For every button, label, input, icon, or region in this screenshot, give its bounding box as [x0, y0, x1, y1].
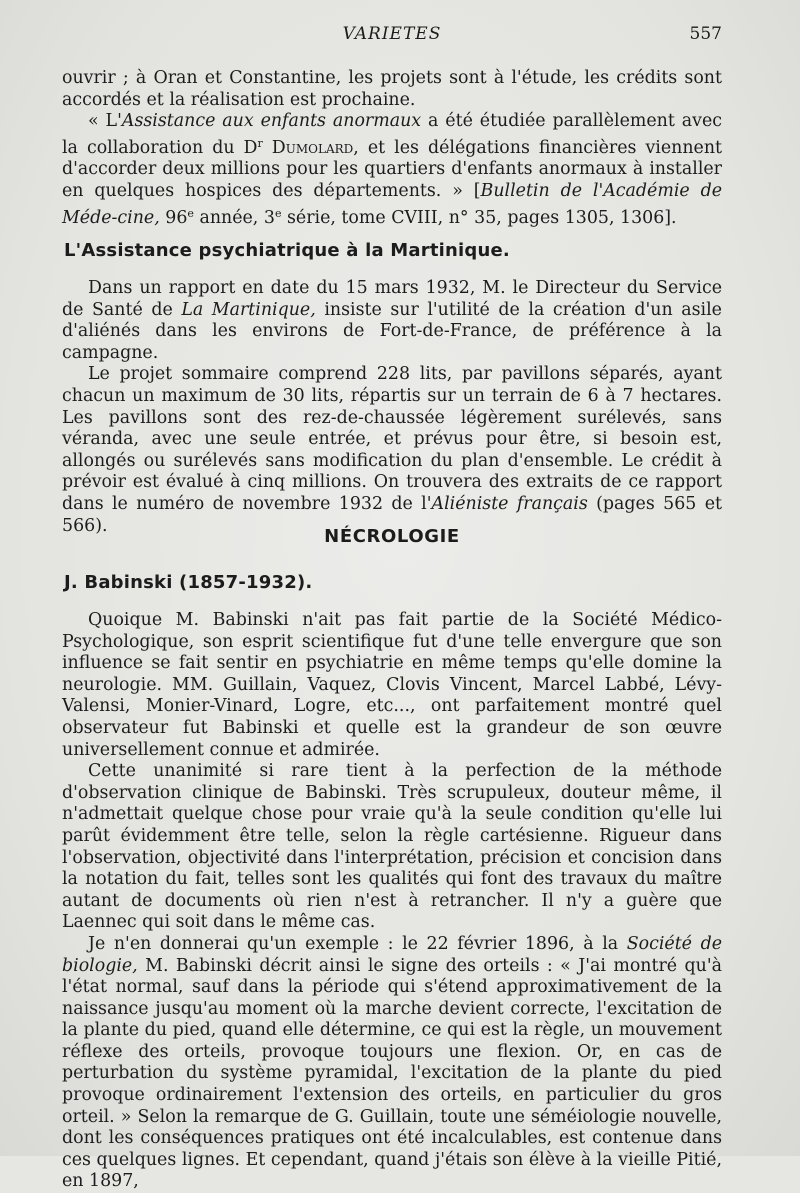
page-number: 557: [689, 24, 722, 44]
running-title: VARIETES: [342, 24, 442, 44]
paragraph-exemple: Je n'en donnerai qu'un exemple : le 22 février 1896, à la Société de biologie, M. Babinski décrit ainsi le signe des orteils : « J'ai montré qu'à l'état normal, sauf dans la période qui s'étend approximativement de la naissance jusqu'au moment où la marche devient correcte, l'excitation de la plante du pied, quand elle détermine, ce qui est la règle, un mouvement réflexe des orteils, provoque toujours une flexion. Or, en cas de perturbation du système pyramidal, l'excitation de la plante du pied provoque ordinairement l'extension des orteils, en particulier du gros orteil. » Selon la remarque de G. Guillain, toute une séméiologie nouvelle, dont les conséquences pratiques ont été incalculables, est contenue dans ces quelques lignes. Et cependant, quand j'étais son élève à la vieille Pitié, en 1897,: [62, 933, 722, 1192]
section-heading-martinique: L'Assistance psychiatrique à la Martinique.: [64, 240, 510, 261]
bulletin-citation: Bulletin de l'Académie de Méde-cine,: [62, 180, 722, 228]
paragraph-unanimite: Cette unanimité si rare tient à la perfection de la méthode d'observation clinique de Babinski. Très scrupuleux, douteur même, il n'admettait quelque chose pour vraie qu'à la seule condition qu'elle lui parût évidemment être telle, selon la règle cartésienne. Rigueur dans l'observation, objectivité dans l'interprétation, précision et concision dans la notation du fait, telles sont les qualités qui font des travaux du maître autant de documents où rien n'est à retrancher. Il n'y a guère que Laennec qui soit dans le même cas.: [62, 761, 722, 933]
continuation-text: [62, 68, 722, 229]
running-header: [62, 24, 722, 48]
paragraph-assistance-enfants: « L'Assistance aux enfants anormaux a été étudiée parallèlement avec la collaboration du $D^r$ Dumolard, et les délégations financières viennent d'accorder deux millions pour les quartiers d'enfants anormaux à installer en quelques hospices des départements. » [Bulletin de l'Académie de Méde-cine, 96e année, 3e série, tome CVIII, n° 35, pages 1305, 1306].: [62, 111, 723, 228]
author-name: Dumolard: [262, 137, 354, 158]
paragraph-rapport: Dans un rapport en date du 15 mars 1932, M. le Directeur du Service de Santé de La Martinique, insiste sur l'utilité de la création d'un asile d'aliénés dans les environs de Fort-de-France, de préférence à la campagne.: [62, 278, 722, 363]
paragraph-quoique: Quoique M. Babinski n'ait pas fait partie de la Société Médico-Psychologique, son esprit scientifique fut d'une telle envergure que son influence se fait sentir en psychiatrie en même temps qu'elle domine la neurologie. MM. Guillain, Vaquez, Clovis Vincent, Marcel Labbé, Lévy-Valensi, Monier-Vinard, Logre, etc..., ont parfaitement montré quel observateur fut Babinski et quelle est la grandeur de son œuvre universellement connue et admirée.: [62, 610, 722, 760]
paragraph-ouvrir: ouvrir ; à Oran et Constantine, les projets sont à l'étude, les crédits sont accordés et la réalisation est prochaine.: [62, 68, 722, 110]
martinique-text: [62, 278, 722, 537]
paragraph-projet: Le projet sommaire comprend 228 lits, par pavillons séparés, ayant chacun un maximum de 30 lits, répartis sur un terrain de 6 à 7 hectares. Les pavillons sont des rez-de-chaussée légèrement surélevés, sans véranda, avec une seule entrée, et prévus pour être, si besoin est, allongés ou surélevés sans modification du plan d'ensemble. Le crédit à prévoir est évalué à cinq millions. On trouvera des extraits de ce rapport dans le numéro de novembre 1932 de l'Aliéniste français (pages 565 et 566).: [62, 364, 722, 536]
babinski-heading: J. Babinski (1857-1932).: [64, 572, 313, 593]
babinski-text: [62, 610, 722, 1193]
necrologie-heading: NÉCROLOGIE: [324, 526, 460, 547]
